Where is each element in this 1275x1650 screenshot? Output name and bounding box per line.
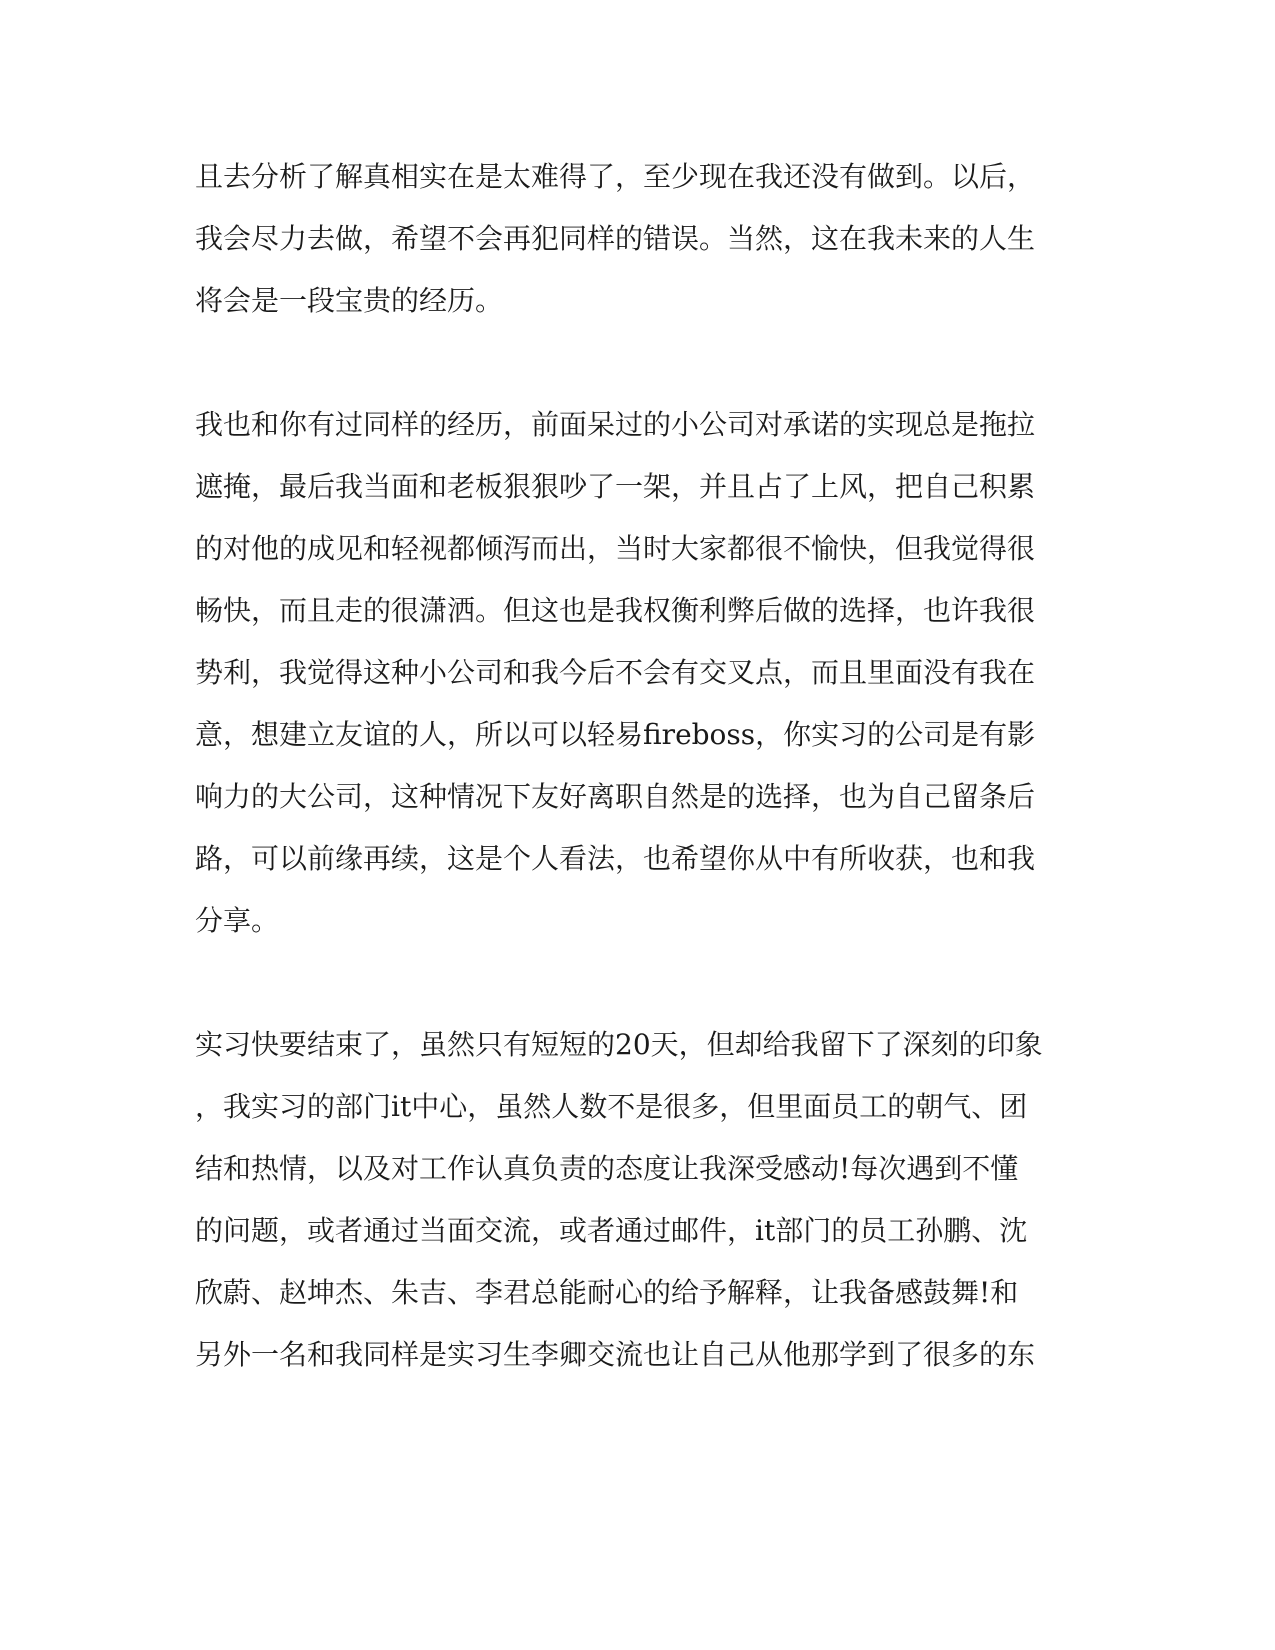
paragraph-3-line-4: 的问题，或者通过当面交流，或者通过邮件，it部门的员工孙鹏、沈 <box>195 1214 1028 1247</box>
paragraph-1-line-1: 且去分析了解真相实在是太难得了，至少现在我还没有做到。以后， <box>195 160 1036 193</box>
paragraph-2-line-6: 意，想建立友谊的人，所以可以轻易fireboss，你实习的公司是有影 <box>195 718 1036 751</box>
paragraph-3-line-6: 另外一名和我同样是实习生李卿交流也让自己从他那学到了很多的东 <box>195 1338 1036 1371</box>
paragraph-3-line-5: 欣蔚、赵坤杰、朱吉、李君总能耐心的给予解释，让我备感鼓舞!和 <box>195 1276 1019 1309</box>
paragraph-2-line-1: 我也和你有过同样的经历，前面呆过的小公司对承诺的实现总是拖拉 <box>195 408 1036 441</box>
paragraph-2-line-8: 路，可以前缘再续，这是个人看法，也希望你从中有所收获，也和我 <box>195 842 1036 875</box>
paragraph-1-line-2: 我会尽力去做，希望不会再犯同样的错误。当然，这在我未来的人生 <box>195 222 1036 255</box>
paragraph-2-line-3: 的对他的成见和轻视都倾泻而出，当时大家都很不愉快，但我觉得很 <box>195 532 1036 565</box>
paragraph-1-line-3: 将会是一段宝贵的经历。 <box>195 284 504 317</box>
paragraph-2-line-7: 响力的大公司，这种情况下友好离职自然是的选择，也为自己留条后 <box>195 780 1036 813</box>
paragraph-3-line-3: 结和热情，以及对工作认真负责的态度让我深受感动!每次遇到不懂 <box>195 1152 1019 1185</box>
paragraph-3-line-2: ，我实习的部门it中心，虽然人数不是很多，但里面员工的朝气、团 <box>195 1090 1028 1123</box>
paragraph-2-line-2: 遮掩，最后我当面和老板狠狠吵了一架，并且占了上风，把自己积累 <box>195 470 1036 503</box>
paragraph-3-line-1: 实习快要结束了，虽然只有短短的20天，但却给我留下了深刻的印象 <box>195 1028 1043 1061</box>
paragraph-2-line-9: 分享。 <box>195 904 280 937</box>
paragraph-2-line-5: 势利，我觉得这种小公司和我今后不会有交叉点，而且里面没有我在 <box>195 656 1036 689</box>
paragraph-2-line-4: 畅快，而且走的很潇洒。但这也是我权衡利弊后做的选择，也许我很 <box>195 594 1036 627</box>
